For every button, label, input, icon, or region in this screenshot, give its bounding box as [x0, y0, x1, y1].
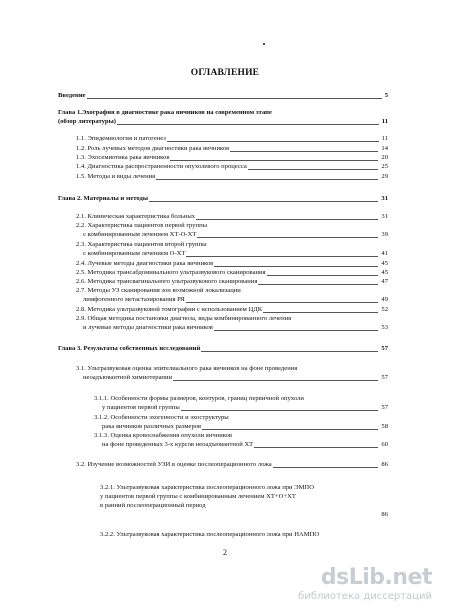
toc-entry-page: 11 — [381, 135, 388, 142]
toc-leader-line — [214, 330, 379, 331]
toc-entry-text: 1.2. Роль лучевых методов диагностики рака яичников — [76, 145, 230, 152]
toc-entry-text: 3.1.1. Особенности формы размеров, контуров, границ первичной опухоли — [94, 395, 304, 402]
toc-entry — [76, 269, 388, 277]
toc-leader-line — [186, 256, 378, 257]
toc-entry — [76, 315, 388, 323]
toc-entry-text: у пациентов первой группы с комбинированным лечением ХТ+О+ХТ — [100, 493, 296, 500]
toc-leader-line — [117, 124, 379, 125]
toc-entry-text: 2.3. Характеристика пациентов второй группы — [76, 241, 207, 248]
toc-entry — [76, 163, 388, 171]
toc-leader-line — [267, 275, 379, 276]
toc-entry-text: 3.1.3. Оценка кровоснабжения опухоли яичников — [94, 432, 233, 439]
watermark-subtitle: библиотека диссертаций — [298, 591, 432, 602]
toc-entry-text: 2.2. Характеристика пациентов первой группы — [76, 222, 208, 229]
toc-entry — [58, 345, 388, 353]
toc-entry-page: 86 — [381, 511, 388, 518]
toc-entry-page: 53 — [381, 324, 388, 331]
toc-entry-text: 3.2. Изучение возможностей УЗИ в оценке послеоперационного ложа — [76, 461, 272, 468]
toc-entry — [83, 250, 388, 258]
toc-leader-line — [248, 169, 379, 170]
toc-entry-page: 14 — [381, 145, 388, 152]
toc-entry-text: 2.1. Клиническая характеристика больных — [76, 213, 196, 220]
toc-leader-line — [273, 467, 379, 468]
toc-entry-text: Введение — [58, 92, 86, 99]
toc-entry-page: 5 — [384, 92, 388, 99]
toc-entry — [76, 278, 388, 286]
toc-entry — [76, 461, 388, 469]
toc-entry-text: 3.2.2. Ультразвуковая характеристика послеоперационного ложа при НАМПО — [100, 531, 320, 538]
toc-entry-text: 2.6. Методика трансвагинального ультразвукового сканирования — [76, 278, 258, 285]
toc-entry-page: 45 — [381, 260, 388, 267]
toc-entry-text: 2.5. Методика трансабдоминального ультразвукового сканирования — [76, 269, 266, 276]
toc-entry-page: 11 — [381, 118, 388, 125]
scan-speck — [263, 43, 265, 45]
toc-entry — [102, 404, 388, 412]
toc-leader-line — [202, 429, 378, 430]
toc-entry — [83, 374, 388, 382]
toc-entry — [76, 241, 388, 249]
toc-entry-page: 25 — [381, 163, 388, 170]
toc-entry — [94, 395, 388, 403]
toc-entry-text: 2.4. Лучевые методы диагностики рака яичников — [76, 260, 214, 267]
toc-entry — [102, 423, 388, 431]
toc-leader-line — [156, 179, 378, 180]
toc-entry — [76, 306, 388, 314]
toc-entry — [102, 441, 388, 449]
toc-entry-text: Глава 3. Результаты собственных исследований — [58, 345, 201, 352]
toc-entry — [76, 213, 388, 221]
toc-entry-text: (обзор литературы) — [58, 118, 116, 125]
toc-entry — [76, 365, 388, 373]
toc-entry-page: 52 — [381, 306, 388, 313]
toc-entry-text: рака яичников различных размеров — [102, 423, 202, 430]
toc-entry-text: 2.7. Методы УЗ сканирования зон возможной локализации — [76, 287, 241, 294]
toc-entry-text: 1.4. Диагностика распространенности опухолевого процесса — [76, 163, 247, 170]
toc-entry-text: в ранний послеоперационный период — [100, 502, 206, 509]
toc-entry — [83, 324, 388, 332]
toc-leader-line — [201, 351, 378, 352]
toc-entry — [76, 145, 388, 153]
toc-leader-line — [214, 266, 378, 267]
toc-entry — [76, 287, 388, 295]
toc-entry — [100, 531, 388, 539]
toc-entry-page: 41 — [381, 250, 388, 257]
toc-leader-line — [87, 98, 382, 99]
toc-leader-line — [170, 160, 378, 161]
toc-entry-text: 3.1. Ультразвуковая оценка эпителиального рака яичников на фоне проведения — [76, 365, 298, 372]
toc-leader-line — [197, 237, 378, 238]
toc-entry-page: 57 — [381, 374, 388, 381]
toc-entry — [83, 231, 388, 239]
toc-entry-text: неоадъювантной химиотерапии — [83, 374, 173, 381]
toc-entry-page: 31 — [381, 195, 388, 202]
toc-entry — [58, 109, 388, 117]
toc-leader-line — [196, 219, 378, 220]
toc-entry-page: 39 — [381, 231, 388, 238]
toc-entry-page: 58 — [381, 423, 388, 430]
toc-leader-line — [167, 141, 379, 142]
toc-leader-line — [258, 284, 378, 285]
toc-entry — [58, 195, 388, 203]
toc-entry-text: 2.9. Общая методика постановки диагноза, виды комбинированного лечения — [76, 315, 292, 322]
page-number: 2 — [223, 548, 227, 557]
toc-entry-page: 60 — [381, 441, 388, 448]
toc-entry-text: 1.5. Методы и виды лечения — [76, 173, 156, 180]
toc-leader-line — [230, 151, 378, 152]
toc-entry-text: и лучевые методы диагностики рака яичников — [83, 324, 213, 331]
toc-leader-line — [254, 447, 378, 448]
toc-entry-text: Глава 1.Эхография в диагностике рака яичников на современном этапе — [58, 109, 272, 116]
toc-entry-text: с комбинированным лечением О-ХТ — [83, 250, 186, 257]
toc-entry — [58, 92, 388, 100]
toc-entry-page: 57 — [381, 404, 388, 411]
toc-entry — [100, 484, 388, 492]
toc-entry-text: 1.1. Эпидемиология и патогенез — [76, 135, 166, 142]
toc-leader-line — [149, 201, 378, 202]
toc-entry-text: Глава 2. Материалы и методы — [58, 195, 148, 202]
toc-entry — [83, 296, 388, 304]
toc-entry-page: 31 — [381, 213, 388, 220]
toc-entry-text: с комбинированным лечением ХТ-О-ХТ — [83, 231, 197, 238]
toc-entry-page: 57 — [381, 345, 388, 352]
toc-leader-line — [173, 380, 378, 381]
toc-entry-page: 47 — [381, 278, 388, 285]
toc-entry — [100, 493, 388, 501]
toc-entry-text: лимфогенного метастазирования РЯ — [83, 296, 185, 303]
toc-entry — [100, 502, 388, 510]
toc-entry-text: 2.8. Методика ультразвуковой томографии с использованием ЦДК — [76, 306, 263, 313]
toc-entry — [94, 432, 388, 440]
toc-entry-page: 86 — [381, 461, 388, 468]
toc-title: ОГЛАВЛЕНИЕ — [190, 68, 260, 78]
toc-leader-line — [181, 410, 379, 411]
toc-leader-line — [186, 302, 379, 303]
toc-entry — [76, 260, 388, 268]
toc-entry-page: 29 — [381, 173, 388, 180]
toc-entry — [76, 154, 388, 162]
toc-entry-text: на фоне проведенных 3-х курсов неоадъювантной ХТ — [102, 441, 254, 448]
toc-entry — [100, 511, 388, 519]
toc-entry — [58, 118, 388, 126]
toc-leader-line — [263, 312, 378, 313]
toc-entry-text: 1.3. Эхосемиотика рака яичников — [76, 154, 170, 161]
toc-entry — [94, 414, 388, 422]
toc-entry — [76, 135, 388, 143]
toc-entry-text: 3.1.2. Особенности эхогенности и эхоструктуры — [94, 414, 229, 421]
toc-entry — [76, 173, 388, 181]
watermark-logo[interactable]: dsLib.net — [320, 565, 432, 590]
toc-entry-page: 45 — [381, 269, 388, 276]
toc-entry-text: 3.2.1. Ультразвуковая характеристика послеоперационного ложа при ЭМПО — [100, 484, 314, 491]
toc-entry-page: 20 — [381, 154, 388, 161]
toc-entry-text: у пациентов первой группы — [102, 404, 180, 411]
toc-entry — [76, 222, 388, 230]
toc-entry-page: 49 — [381, 296, 388, 303]
